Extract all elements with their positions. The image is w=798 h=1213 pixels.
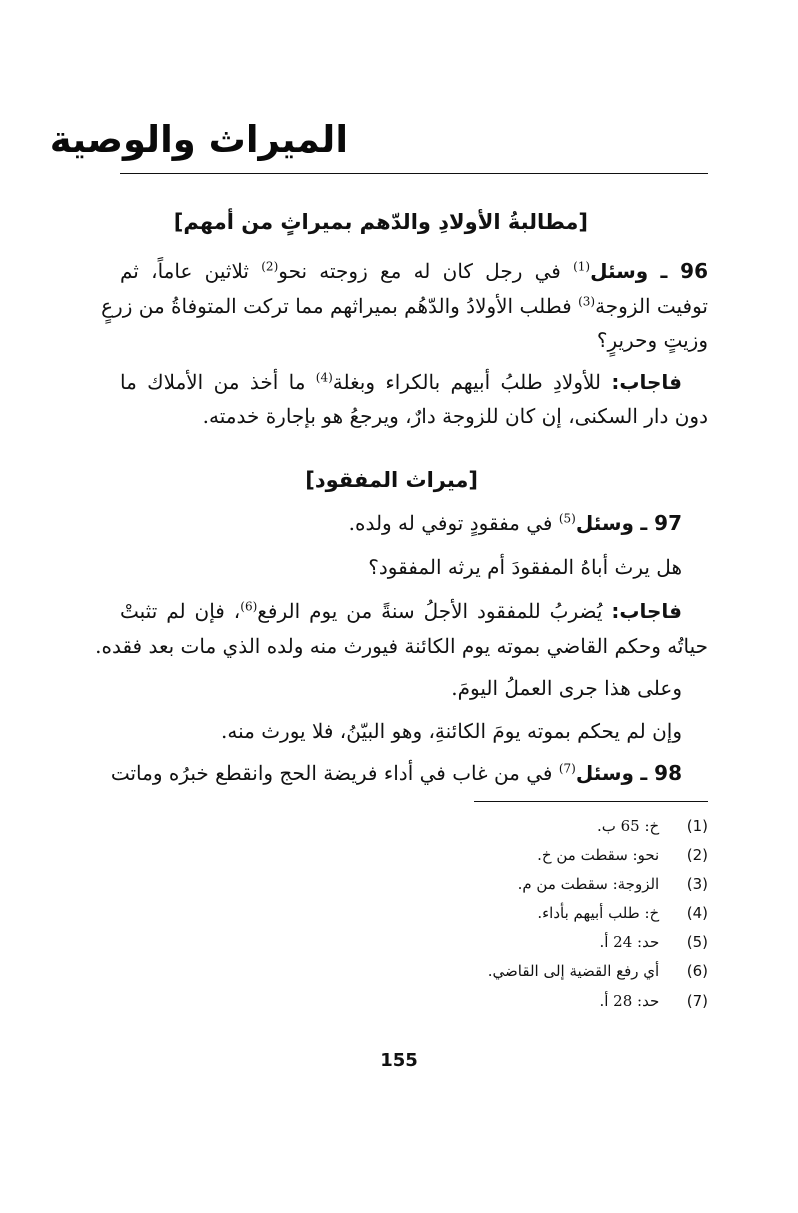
question-text: في مفقودٍ توفي له ولده. bbox=[348, 511, 559, 535]
footnote-ref: (4) bbox=[315, 370, 333, 385]
section-heading-mutalaba: [مطالبةُ الأولادِ والدّهم بميراثٍ من أمهم] bbox=[173, 210, 588, 234]
answer-97-line-1 bbox=[120, 596, 708, 626]
answer-text: ما أخذ من الأملاك ما bbox=[120, 370, 316, 394]
footnote-text: حد: 24 أ. bbox=[599, 933, 660, 951]
answer-text: ، فإن لم تثبتْ bbox=[120, 599, 241, 623]
footnote-ref: (6) bbox=[240, 599, 258, 614]
title-rule bbox=[120, 173, 708, 174]
question-text: في رجل كان له مع زوجته نحو bbox=[278, 259, 574, 283]
footnote-5 bbox=[599, 931, 708, 953]
question-number: 96 ـ bbox=[660, 259, 708, 283]
question-number: 97 ـ bbox=[640, 511, 682, 535]
answer-96-line-2: دون دار السكنى، إن كان للزوجة دارٌ، ويرجعُ هو بإجارة خدمته. bbox=[202, 404, 708, 428]
footnote-number: (5) bbox=[686, 933, 708, 951]
question-text: توفيت الزوجة bbox=[595, 294, 708, 318]
section-heading-mafqud: [ميراث المفقود] bbox=[305, 468, 478, 492]
question-text: ثلاثين عاماً، ثم bbox=[120, 259, 262, 283]
question-text: في من غاب في أداء فريضة الحج وانقطع خبرُه وماتت bbox=[110, 761, 559, 785]
footnote-ref: (1) bbox=[573, 259, 591, 274]
chapter-title: الميراث والوصية bbox=[49, 118, 348, 161]
footnote-number: (1) bbox=[686, 817, 708, 835]
footnote-text: أي رفع القضية إلى القاضي. bbox=[487, 962, 660, 980]
answer-96-line-1 bbox=[120, 367, 708, 397]
footnote-ref: (7) bbox=[558, 761, 576, 776]
answer-97-line-3: وعلى هذا جرى العملُ اليومَ. bbox=[451, 676, 682, 700]
footnote-6 bbox=[488, 960, 708, 982]
footnote-ref: (3) bbox=[578, 294, 596, 309]
footnote-number: (2) bbox=[686, 846, 708, 864]
footnote-ref: (2) bbox=[261, 259, 279, 274]
answer-label: فاجاب: bbox=[611, 370, 682, 394]
footnote-number: (3) bbox=[686, 875, 708, 893]
footnote-text: الزوجة: سقطت من م. bbox=[517, 875, 660, 893]
answer-97-line-4: وإن لم يحكم بموته يومَ الكائنةِ، وهو البيّنُ، فلا يورث منه. bbox=[221, 719, 682, 743]
question-96-line-3: وزيتٍ وحريرٍ؟ bbox=[596, 328, 708, 352]
answer-97-line-2: حياتُه وحكم القاضي بموته يوم الكائنة فيورث منه ولده الذي مات بعد فقده. bbox=[95, 634, 708, 658]
answer-text: يُضربُ للمفقود الأجلُ سنةً من يوم الرفع bbox=[257, 599, 612, 623]
question-number: 98 ـ bbox=[640, 761, 682, 785]
footnote-2 bbox=[537, 844, 708, 866]
page-number: 155 bbox=[380, 1050, 418, 1071]
answer-text: للأولادِ طلبُ أبيهم بالكراء وبغلة bbox=[332, 370, 612, 394]
footnote-text: خ: طلب أبيهم بأداء. bbox=[537, 904, 660, 922]
footnote-7 bbox=[599, 990, 708, 1012]
footnote-number: (6) bbox=[686, 962, 708, 980]
footnote-rule bbox=[474, 801, 708, 802]
question-97-line-1 bbox=[349, 508, 682, 538]
question-98-line-1 bbox=[110, 758, 708, 788]
question-label: وسئل bbox=[590, 259, 649, 283]
footnote-text: نحو: سقطت من خ. bbox=[537, 846, 660, 864]
footnote-1 bbox=[597, 815, 708, 837]
footnote-ref: (5) bbox=[558, 511, 576, 526]
question-96-line-2 bbox=[101, 291, 708, 321]
question-text: فطلب الأولادُ والدّهُم بميراثهم مما تركت المتوفاةُ من زرعٍ bbox=[101, 294, 579, 318]
question-label: وسئل bbox=[575, 511, 634, 535]
answer-label: فاجاب: bbox=[611, 599, 682, 623]
footnote-3 bbox=[518, 873, 708, 895]
footnote-4 bbox=[537, 902, 708, 924]
footnote-text: خ: 65 ب. bbox=[596, 817, 660, 835]
question-96-line-1 bbox=[120, 256, 708, 286]
question-97-line-2: هل يرث أباهُ المفقودَ أم يرثه المفقود؟ bbox=[368, 555, 682, 579]
footnote-number: (7) bbox=[686, 992, 708, 1010]
question-label: وسئل bbox=[575, 761, 634, 785]
footnote-text: حد: 28 أ. bbox=[599, 992, 660, 1010]
footnote-number: (4) bbox=[686, 904, 708, 922]
